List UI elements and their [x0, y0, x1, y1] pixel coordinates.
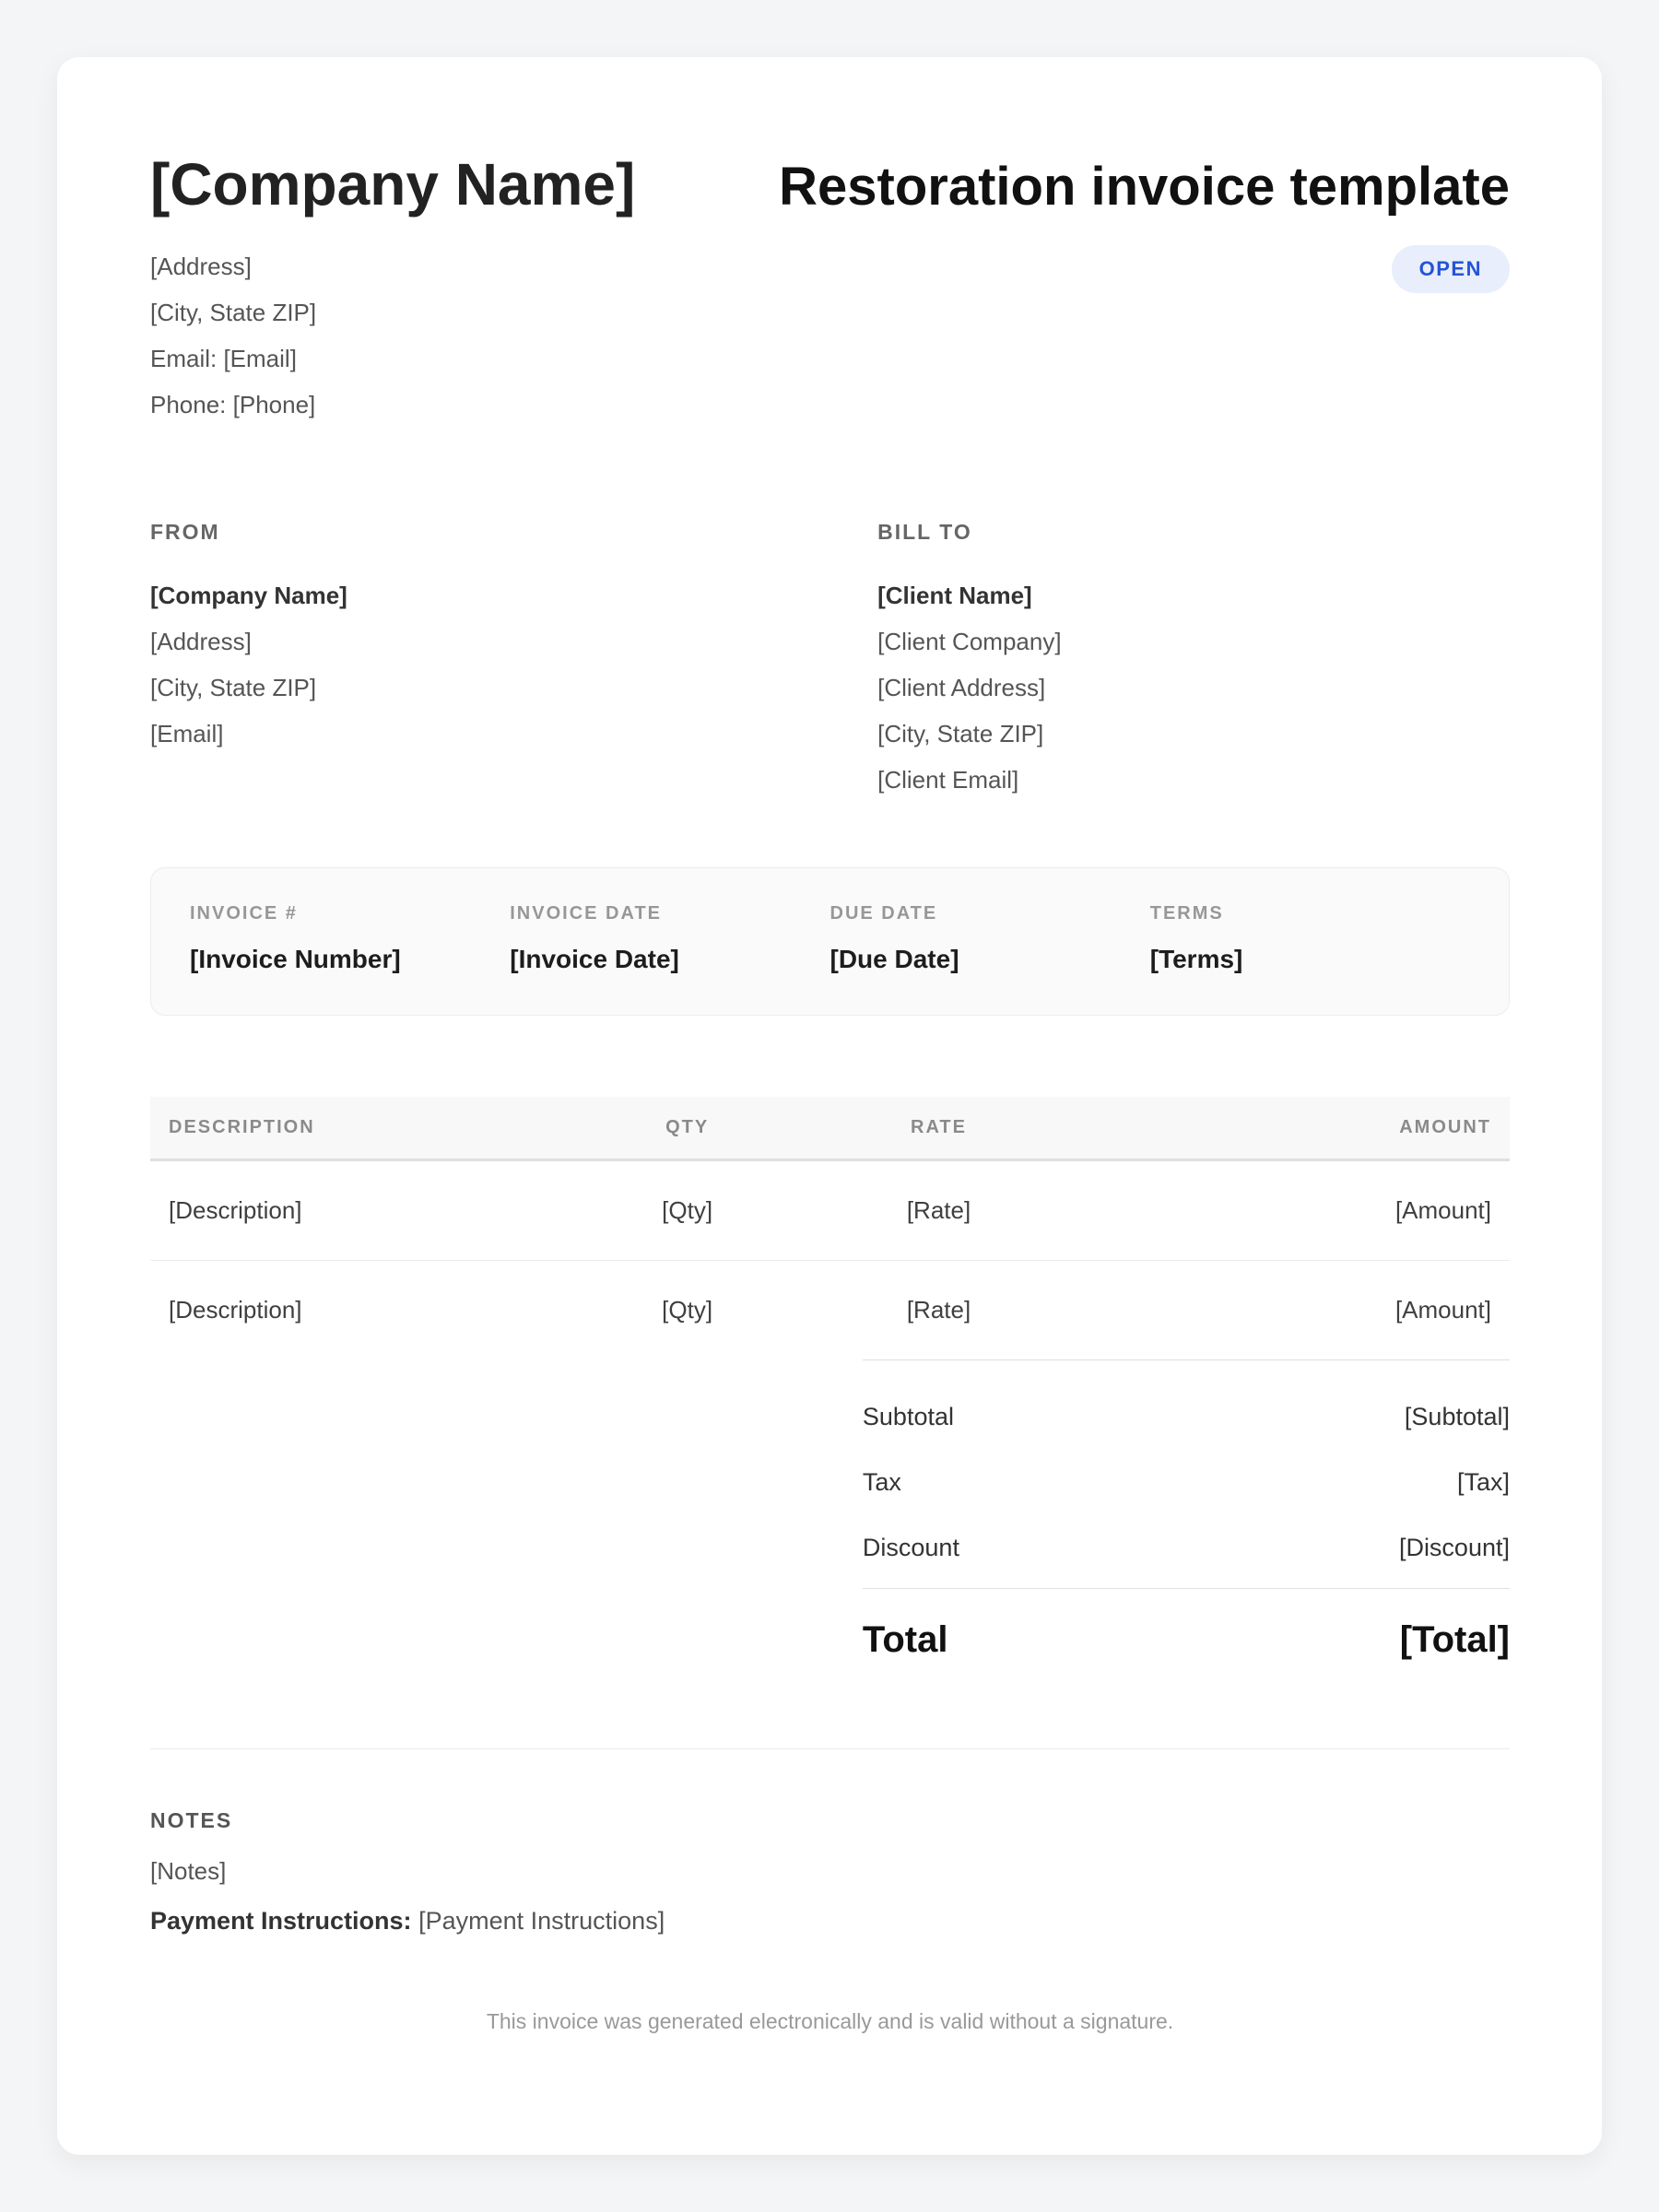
company-city-line: [City, State ZIP] [150, 299, 317, 326]
amount-column-header: AMOUNT [1102, 1097, 1511, 1160]
total-value: [Total] [1399, 1619, 1510, 1660]
notes-body: [Notes] [150, 1857, 227, 1885]
subtotal-row [863, 1403, 1510, 1431]
notes-label: NOTES [150, 1808, 233, 1832]
footer-disclaimer: This invoice was generated electronically and is valid without a signature. [486, 2009, 1174, 2033]
invoice-number-label: INVOICE # [190, 903, 298, 924]
due-date-label: DUE DATE [830, 903, 938, 924]
item-description: [Description] [169, 1296, 302, 1324]
due-date-value: [Due Date] [830, 945, 959, 973]
tax-label: Tax [862, 1468, 901, 1496]
from-label: FROM [150, 520, 220, 544]
company-address-line: [Address] [150, 253, 252, 280]
title-block [779, 155, 1510, 293]
company-phone-line: Phone: [Phone] [150, 391, 316, 418]
subtotal-label: Subtotal [862, 1403, 954, 1430]
from-email: [Email] [150, 720, 224, 747]
discount-label: Discount [862, 1534, 959, 1561]
line-items-table [150, 1097, 1510, 1359]
company-name: [Company Name] [150, 151, 636, 218]
table-row [150, 1261, 1510, 1360]
meta-due-date [830, 903, 1150, 974]
payment-instructions-label: Payment Instructions: [150, 1907, 412, 1935]
company-email-line: Email: [Email] [150, 345, 297, 372]
total-label: Total [862, 1619, 948, 1660]
terms-value: [Terms] [1149, 945, 1243, 973]
from-name: [Company Name] [150, 582, 347, 609]
item-amount: [Amount] [1394, 1296, 1491, 1324]
total-row [863, 1589, 1510, 1661]
company-block [150, 151, 636, 428]
invoice-meta-box [150, 867, 1510, 1016]
payment-instructions-value: [Payment Instructions] [418, 1907, 665, 1935]
rate-column-header: RATE [776, 1097, 1102, 1160]
payment-instructions-line [150, 1907, 1510, 1936]
invoice-number-value: [Invoice Number] [190, 945, 401, 973]
client-company: [Client Company] [877, 628, 1062, 655]
item-description: [Description] [150, 1160, 599, 1261]
table-header-row [150, 1097, 1510, 1160]
from-address: [Address] [150, 628, 252, 655]
description-column-header: DESCRIPTION [150, 1097, 599, 1160]
meta-invoice-date [510, 903, 830, 974]
client-email: [Client Email] [877, 766, 1019, 794]
item-rate: [Rate] [906, 1296, 971, 1324]
bill-to-block [877, 520, 1510, 803]
item-qty: [Qty] [662, 1296, 713, 1324]
subtotal-value: [Subtotal] [1404, 1403, 1510, 1430]
status-badge[interactable]: OPEN [1392, 245, 1510, 293]
discount-row [863, 1534, 1510, 1562]
invoice-date-value: [Invoice Date] [510, 945, 679, 973]
header [150, 151, 1510, 428]
notes-section [150, 1808, 1510, 1936]
parties-section [150, 520, 1510, 803]
client-name: [Client Name] [877, 582, 1032, 609]
from-city: [City, State ZIP] [150, 674, 317, 701]
page-title: Restoration invoice template [779, 157, 1510, 217]
company-contact [150, 243, 635, 428]
invoice-card [57, 57, 1602, 2155]
terms-label: TERMS [1149, 903, 1224, 924]
from-block [150, 520, 877, 803]
notes-divider [150, 1748, 1510, 1749]
meta-invoice-number [190, 903, 510, 974]
client-address: [Client Address] [877, 674, 1046, 701]
bill-to-label: BILL TO [877, 520, 972, 544]
meta-terms [1150, 903, 1470, 974]
discount-value: [Discount] [1398, 1534, 1510, 1561]
item-amount: [Amount] [1102, 1160, 1511, 1261]
invoice-date-label: INVOICE DATE [510, 903, 663, 924]
table-row [150, 1160, 1510, 1261]
qty-column-header: QTY [599, 1097, 776, 1160]
client-city: [City, State ZIP] [877, 720, 1044, 747]
tax-value: [Tax] [1456, 1468, 1510, 1496]
tax-row [863, 1468, 1510, 1497]
totals-section [863, 1359, 1510, 1661]
item-qty: [Qty] [599, 1160, 776, 1261]
item-rate: [Rate] [776, 1160, 1102, 1261]
